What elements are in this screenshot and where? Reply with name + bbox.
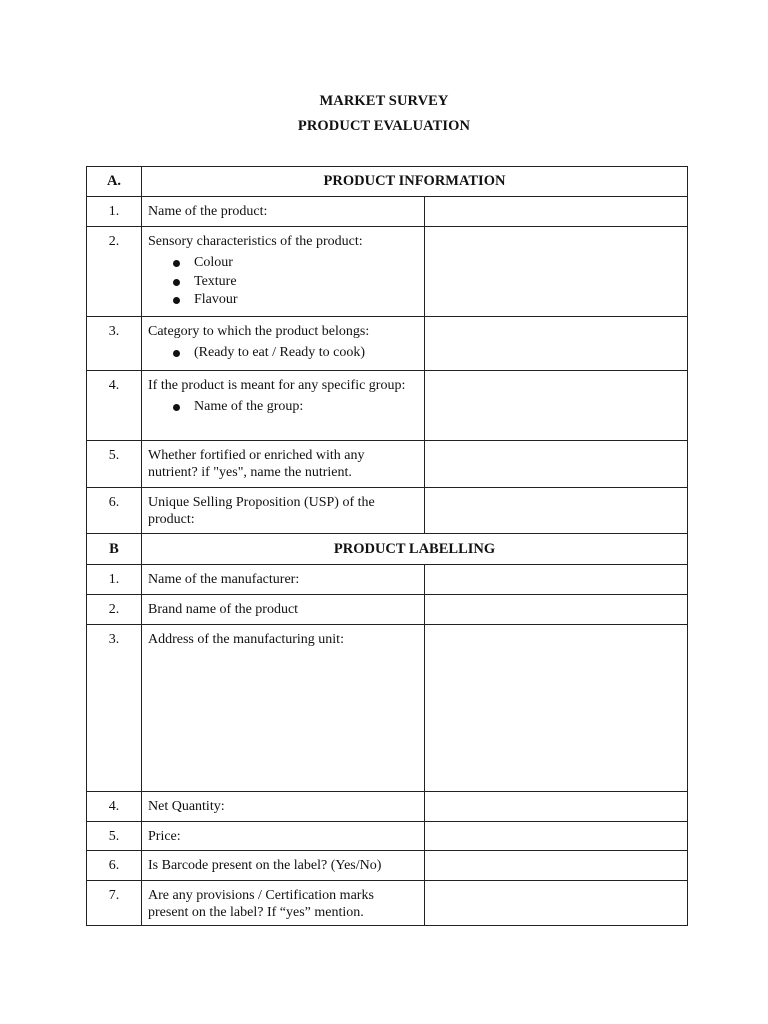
table-row — [87, 197, 688, 227]
table-row — [87, 317, 688, 371]
answer-cell[interactable] — [425, 565, 688, 595]
bullet-list — [148, 344, 416, 363]
list-item: Flavour — [194, 291, 416, 310]
section-heading: PRODUCT INFORMATION — [142, 167, 688, 197]
question-text: Net Quantity: — [142, 792, 425, 822]
document-title: MARKET SURVEY — [319, 93, 449, 109]
question-text: If the product is meant for any specific group: — [148, 378, 406, 393]
row-number: 3. — [87, 317, 142, 371]
table-row — [87, 227, 688, 317]
row-number: 5. — [87, 822, 142, 851]
answer-cell[interactable] — [425, 197, 688, 227]
answer-cell[interactable] — [425, 595, 688, 625]
table-row — [87, 595, 688, 625]
question-text: Name of the product: — [142, 197, 425, 227]
question-text: Whether fortified or enriched with any nutrient? if "yes", name the nutrient. — [142, 441, 425, 488]
section-header-a — [87, 167, 688, 197]
answer-cell[interactable] — [425, 881, 688, 926]
question-text: Is Barcode present on the label? (Yes/No) — [142, 851, 425, 881]
section-header-b — [87, 534, 688, 565]
section-label: B — [87, 534, 142, 565]
list-item: (Ready to eat / Ready to cook) — [194, 344, 416, 363]
table-row — [87, 881, 688, 926]
table-row — [87, 625, 688, 792]
bullet-list — [148, 254, 416, 310]
answer-cell[interactable] — [425, 371, 688, 441]
survey-table — [86, 166, 688, 926]
question-cell — [142, 371, 425, 441]
table-row — [87, 488, 688, 534]
question-cell — [142, 317, 425, 371]
question-text: Brand name of the product — [142, 595, 425, 625]
row-number: 4. — [87, 371, 142, 441]
row-number: 6. — [87, 851, 142, 881]
row-number: 2. — [87, 227, 142, 317]
question-cell — [142, 227, 425, 317]
row-number: 1. — [87, 197, 142, 227]
document-subtitle: PRODUCT EVALUATION — [297, 118, 471, 134]
list-item: Name of the group: — [194, 398, 416, 417]
row-number: 7. — [87, 881, 142, 926]
section-label: A. — [87, 167, 142, 197]
list-item: Texture — [194, 273, 416, 292]
question-text: Price: — [142, 822, 425, 851]
question-text: Sensory characteristics of the product: — [148, 234, 363, 249]
bullet-list — [148, 398, 416, 417]
answer-cell[interactable] — [425, 441, 688, 488]
answer-cell[interactable] — [425, 488, 688, 534]
question-text: Category to which the product belongs: — [148, 324, 370, 339]
table-row — [87, 565, 688, 595]
list-item: Colour — [194, 254, 416, 273]
answer-cell[interactable] — [425, 851, 688, 881]
question-text: Unique Selling Proposition (USP) of the product: — [142, 488, 425, 534]
table-row — [87, 441, 688, 488]
row-number: 2. — [87, 595, 142, 625]
answer-cell[interactable] — [425, 227, 688, 317]
table-row — [87, 371, 688, 441]
answer-cell[interactable] — [425, 317, 688, 371]
row-number: 4. — [87, 792, 142, 822]
section-heading: PRODUCT LABELLING — [142, 534, 688, 565]
table-row — [87, 792, 688, 822]
table-row — [87, 822, 688, 851]
answer-cell[interactable] — [425, 792, 688, 822]
answer-cell[interactable] — [425, 822, 688, 851]
row-number: 6. — [87, 488, 142, 534]
answer-cell[interactable] — [425, 625, 688, 792]
row-number: 1. — [87, 565, 142, 595]
question-text: Address of the manufacturing unit: — [142, 625, 425, 792]
table-row — [87, 851, 688, 881]
question-text: Name of the manufacturer: — [142, 565, 425, 595]
question-text: Are any provisions / Certification marks present on the label? If “yes” mention. — [142, 881, 425, 926]
row-number: 5. — [87, 441, 142, 488]
row-number: 3. — [87, 625, 142, 792]
